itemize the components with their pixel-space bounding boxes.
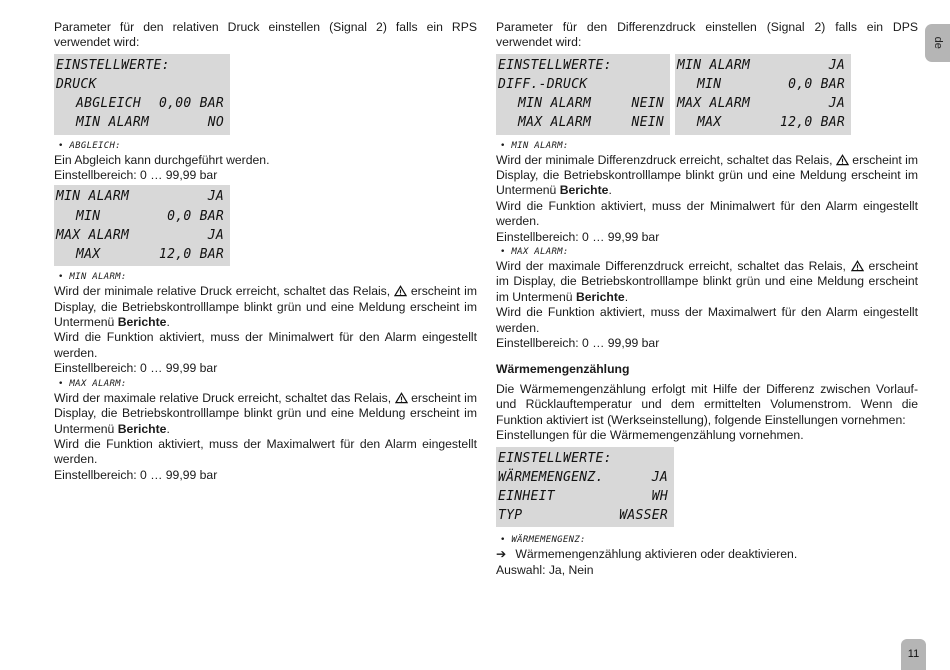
intro-text: Parameter für den relativen Druck einstellen (Signal 2) falls ein RPS verwendet wird: <box>54 20 477 50</box>
lcd-row <box>498 113 664 132</box>
text: erscheint im Display, die Betriebskontrolllampe blinkt grün und eine Meldung erscheint im Untermenü <box>496 259 918 304</box>
lcd-display <box>54 54 230 135</box>
menu-name: Berichte <box>117 315 167 330</box>
lcd-label: MIN <box>76 208 101 224</box>
paragraph: Wird der minimale relative Druck erreicht, schaltet das Relais, erscheint im Display, die Betriebskontrolllampe blinkt grün und eine Meldung erscheint im Untermenü Berichte. <box>54 284 478 330</box>
warning-icon <box>836 154 849 166</box>
text: erscheint im Display, die Betriebskontrolllampe blinkt grün und eine Meldung erscheint im Untermenü <box>54 390 477 436</box>
lcd-label: MAX ALARM <box>56 227 130 243</box>
lcd-label: DIFF.-DRUCK <box>498 77 588 93</box>
right-column <box>496 20 918 578</box>
lcd-value: WASSER <box>619 508 668 524</box>
parameter-label: • MAX ALARM: <box>500 247 569 258</box>
paragraph: Wird der maximale relative Druck erreicht, schaltet das Relais, erscheint im Display, die Betriebskontrolllampe blinkt grün und eine Meldung erscheint im Untermenü Berichte. <box>54 390 477 436</box>
menu-name: Berichte <box>575 289 625 304</box>
lcd-label: WÄRMEMENGENZ. <box>498 469 604 485</box>
lcd-value: JA <box>207 189 224 205</box>
lcd-row <box>498 506 668 525</box>
intro-text: Parameter für den Differenzdruck einstellen (Signal 2) falls ein DPS verwendet wird: <box>496 20 918 50</box>
lcd-label: MIN ALARM <box>518 96 592 112</box>
lcd-label: MAX ALARM <box>677 96 751 112</box>
lcd-label: MIN ALARM <box>677 57 751 73</box>
left-column <box>54 20 477 483</box>
lcd-row <box>677 113 845 132</box>
paragraph: Auswahl: Ja, Nein <box>496 562 594 577</box>
parameter-label: • MIN ALARM: <box>500 140 569 151</box>
paragraph: Wird die Funktion aktiviert, muss der Maximalwert für den Alarm eingestellt werden. <box>496 305 918 335</box>
lcd-value: 12,0 BAR <box>158 247 224 263</box>
lcd-row <box>677 94 845 113</box>
menu-name: Berichte <box>559 183 609 198</box>
lcd-label: TYP <box>498 508 523 524</box>
text: Wird der minimale relative Druck erreicht, schaltet das Relais, <box>54 284 391 299</box>
parameter-label: • MAX ALARM: <box>58 378 127 389</box>
paragraph: Ein Abgleich kann durchgeführt werden. <box>54 152 270 167</box>
paragraph: Einstellungen für die Wärmemengenzählung vornehmen. <box>496 428 804 443</box>
lcd-row <box>498 449 668 468</box>
paragraph: Wird die Funktion aktiviert, muss der Maximalwert für den Alarm eingestellt werden. <box>54 436 477 467</box>
lcd-row <box>498 468 668 487</box>
menu-name: Berichte <box>117 421 167 436</box>
text: Wärmemengenzählung aktivieren oder deaktivieren. <box>515 547 798 562</box>
lcd-group <box>496 54 918 135</box>
range-text: Einstellbereich: 0 … 99,99 bar <box>54 168 218 183</box>
lcd-value: 0,0 BAR <box>167 208 224 224</box>
paragraph: Die Wärmemengenzählung erfolgt mit Hilfe der Differenz zwischen Vorlauf- und Rücklauftemperatur und dem ermittelten Volumenstrom. Wenn die Funktion aktiviert ist (Werkseinstellung), folgende Einstellungen vornehmen: <box>496 381 918 427</box>
paragraph: Wird der maximale Differenzdruck erreicht, schaltet das Relais, erscheint im Display, die Betriebskontrolllampe blinkt grün und eine Meldung erscheint im Untermenü Berichte. <box>496 259 918 304</box>
text: Wird der maximale relative Druck erreicht, schaltet das Relais, <box>54 390 392 405</box>
lcd-row <box>498 94 664 113</box>
range-text: Einstellbereich: 0 … 99,99 bar <box>54 467 218 482</box>
parameter-label: • MIN ALARM: <box>58 272 127 283</box>
parameter-label: • ABGLEICH: <box>58 140 121 151</box>
paragraph <box>496 547 918 562</box>
lcd-label: EINSTELLWERTE: <box>498 450 612 466</box>
page-number: 11 <box>901 639 926 670</box>
lcd-value: 0,0 BAR <box>788 77 845 93</box>
lcd-label: MIN <box>697 77 722 93</box>
lcd-label: MAX ALARM <box>518 115 592 131</box>
range-text: Einstellbereich: 0 … 99,99 bar <box>496 336 660 351</box>
range-text: Einstellbereich: 0 … 99,99 bar <box>54 361 218 376</box>
lcd-value: WH <box>651 488 668 504</box>
lcd-label: DRUCK <box>56 77 97 93</box>
lcd-display <box>54 185 230 266</box>
lcd-label: EINHEIT <box>498 488 555 504</box>
arrow-right-icon: ➔ <box>496 547 507 562</box>
paragraph: Wird der minimale Differenzdruck erreicht, schaltet das Relais, erscheint im Display, die Betriebskontrolllampe blinkt grün und eine Meldung erscheint im Untermenü Berichte. <box>496 152 919 198</box>
range-text: Einstellbereich: 0 … 99,99 bar <box>496 229 660 244</box>
lcd-value: NEIN <box>631 96 664 112</box>
paragraph: Wird die Funktion aktiviert, muss der Minimalwert für den Alarm eingestellt werden. <box>54 330 477 360</box>
lcd-row <box>56 245 224 264</box>
text: erscheint im Display, die Betriebskontrolllampe blinkt grün und eine Meldung erscheint im Untermenü <box>496 152 919 198</box>
language-label: de <box>932 36 945 50</box>
warning-icon <box>395 392 408 404</box>
parameter-label: • WÄRMEMENGENZ: <box>500 535 586 546</box>
lcd-row <box>498 487 668 506</box>
lcd-row <box>498 75 664 94</box>
text: Wird der maximale Differenzdruck erreicht, schaltet das Relais, <box>496 259 846 274</box>
section-heading: Wärmemengenzählung <box>496 361 630 376</box>
lcd-row <box>56 207 224 226</box>
lcd-row <box>56 94 224 113</box>
lcd-row <box>56 75 224 94</box>
warning-icon <box>394 285 407 297</box>
language-tab <box>925 24 950 62</box>
text: erscheint im Display, die Betriebskontrolllampe blinkt grün und eine Meldung erscheint im Untermenü <box>54 284 478 330</box>
lcd-value: JA <box>207 227 224 243</box>
lcd-row <box>56 56 224 75</box>
warning-icon <box>851 260 864 272</box>
lcd-row <box>56 187 224 206</box>
lcd-label: MAX <box>76 247 101 263</box>
lcd-label: MIN ALARM <box>56 189 130 205</box>
lcd-row <box>498 56 664 75</box>
lcd-value: JA <box>828 57 845 73</box>
lcd-display <box>675 54 851 135</box>
lcd-label: ABGLEICH <box>76 96 142 112</box>
lcd-display <box>496 447 674 528</box>
lcd-row <box>677 56 845 75</box>
lcd-row <box>56 113 224 132</box>
paragraph: Wird die Funktion aktiviert, muss der Minimalwert für den Alarm eingestellt werden. <box>496 198 918 229</box>
lcd-value: JA <box>651 469 668 485</box>
lcd-value: 12,0 BAR <box>779 115 845 131</box>
lcd-value: NO <box>207 115 224 131</box>
lcd-label: MAX <box>697 115 722 131</box>
lcd-label: EINSTELLWERTE: <box>56 57 170 73</box>
lcd-row <box>677 75 845 94</box>
lcd-label: MIN ALARM <box>76 115 150 131</box>
lcd-row <box>56 226 224 245</box>
lcd-value: NEIN <box>631 115 664 131</box>
text: Wird der minimale Differenzdruck erreicht, schaltet das Relais, <box>496 152 833 167</box>
lcd-value: 0,00 BAR <box>158 96 224 112</box>
lcd-value: JA <box>828 96 845 112</box>
lcd-label: EINSTELLWERTE: <box>498 57 612 73</box>
lcd-display <box>496 54 670 135</box>
